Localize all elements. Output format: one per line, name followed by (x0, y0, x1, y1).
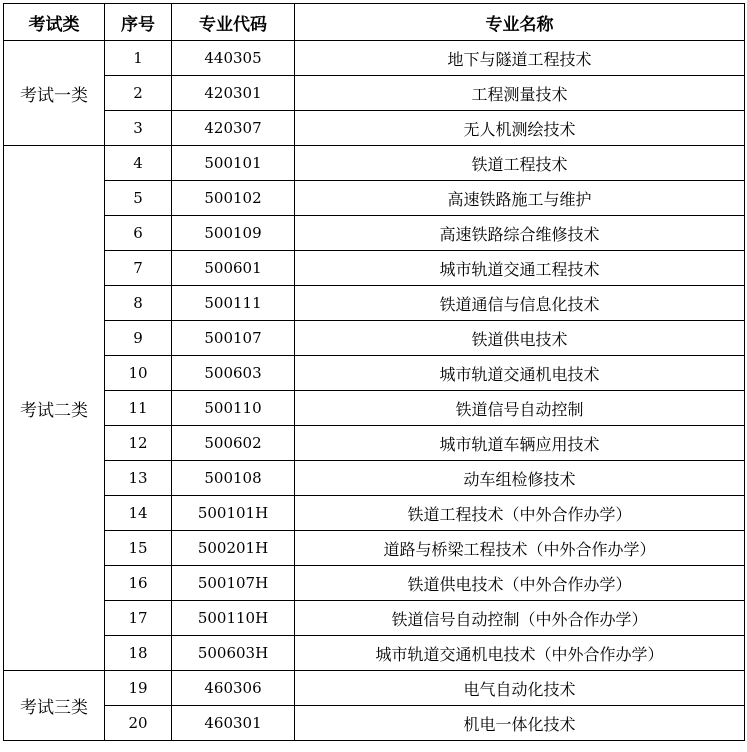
table-row (4, 601, 745, 636)
table-row (4, 461, 745, 496)
index-cell: 20 (105, 706, 172, 741)
code-cell: 500111 (172, 286, 295, 321)
table-row (4, 426, 745, 461)
name-cell: 工程测量技术 (295, 76, 745, 111)
index-cell: 9 (105, 321, 172, 356)
name-cell: 机电一体化技术 (295, 706, 745, 741)
index-cell: 14 (105, 496, 172, 531)
code-cell: 420301 (172, 76, 295, 111)
table-row (4, 146, 745, 181)
name-cell: 铁道供电技术 (295, 321, 745, 356)
code-cell: 500102 (172, 181, 295, 216)
name-cell: 城市轨道交通机电技术（中外合作办学） (295, 636, 745, 671)
code-cell: 500101H (172, 496, 295, 531)
index-cell: 15 (105, 531, 172, 566)
index-cell: 13 (105, 461, 172, 496)
index-cell: 12 (105, 426, 172, 461)
name-cell: 高速铁路施工与维护 (295, 181, 745, 216)
table-row (4, 76, 745, 111)
category-cell: 考试三类 (4, 671, 105, 741)
name-cell: 道路与桥梁工程技术（中外合作办学） (295, 531, 745, 566)
code-cell: 440305 (172, 41, 295, 76)
table-body (4, 41, 745, 741)
table-row (4, 706, 745, 741)
index-cell: 8 (105, 286, 172, 321)
code-cell: 500603H (172, 636, 295, 671)
name-cell: 无人机测绘技术 (295, 111, 745, 146)
header-row (4, 4, 745, 41)
name-cell: 铁道通信与信息化技术 (295, 286, 745, 321)
index-cell: 6 (105, 216, 172, 251)
name-cell: 电气自动化技术 (295, 671, 745, 706)
code-cell: 500201H (172, 531, 295, 566)
index-cell: 3 (105, 111, 172, 146)
table-row (4, 496, 745, 531)
index-cell: 10 (105, 356, 172, 391)
index-cell: 4 (105, 146, 172, 181)
majors-table (3, 3, 745, 741)
code-cell: 460306 (172, 671, 295, 706)
header-code: 专业代码 (172, 4, 295, 41)
table-row (4, 41, 745, 76)
index-cell: 17 (105, 601, 172, 636)
code-cell: 500110 (172, 391, 295, 426)
table-row (4, 566, 745, 601)
code-cell: 500601 (172, 251, 295, 286)
header-name: 专业名称 (295, 4, 745, 41)
code-cell: 500108 (172, 461, 295, 496)
category-cell: 考试一类 (4, 41, 105, 146)
header-category: 考试类 (4, 4, 105, 41)
table-header (4, 4, 745, 41)
name-cell: 地下与隧道工程技术 (295, 41, 745, 76)
index-cell: 18 (105, 636, 172, 671)
name-cell: 铁道工程技术 (295, 146, 745, 181)
name-cell: 铁道信号自动控制 (295, 391, 745, 426)
table-row (4, 286, 745, 321)
code-cell: 500603 (172, 356, 295, 391)
table-row (4, 181, 745, 216)
index-cell: 5 (105, 181, 172, 216)
header-index: 序号 (105, 4, 172, 41)
index-cell: 2 (105, 76, 172, 111)
index-cell: 7 (105, 251, 172, 286)
name-cell: 铁道供电技术（中外合作办学） (295, 566, 745, 601)
code-cell: 500602 (172, 426, 295, 461)
table-row (4, 356, 745, 391)
name-cell: 铁道信号自动控制（中外合作办学） (295, 601, 745, 636)
table-row (4, 321, 745, 356)
code-cell: 500109 (172, 216, 295, 251)
table-row (4, 671, 745, 706)
index-cell: 11 (105, 391, 172, 426)
table-row (4, 111, 745, 146)
index-cell: 19 (105, 671, 172, 706)
name-cell: 动车组检修技术 (295, 461, 745, 496)
table-row (4, 251, 745, 286)
table-row (4, 216, 745, 251)
table-row (4, 636, 745, 671)
index-cell: 1 (105, 41, 172, 76)
category-cell: 考试二类 (4, 146, 105, 671)
code-cell: 420307 (172, 111, 295, 146)
name-cell: 城市轨道交通机电技术 (295, 356, 745, 391)
table-row (4, 391, 745, 426)
table-row (4, 531, 745, 566)
code-cell: 500110H (172, 601, 295, 636)
code-cell: 460301 (172, 706, 295, 741)
code-cell: 500107H (172, 566, 295, 601)
code-cell: 500101 (172, 146, 295, 181)
code-cell: 500107 (172, 321, 295, 356)
name-cell: 城市轨道车辆应用技术 (295, 426, 745, 461)
name-cell: 城市轨道交通工程技术 (295, 251, 745, 286)
name-cell: 铁道工程技术（中外合作办学） (295, 496, 745, 531)
name-cell: 高速铁路综合维修技术 (295, 216, 745, 251)
index-cell: 16 (105, 566, 172, 601)
